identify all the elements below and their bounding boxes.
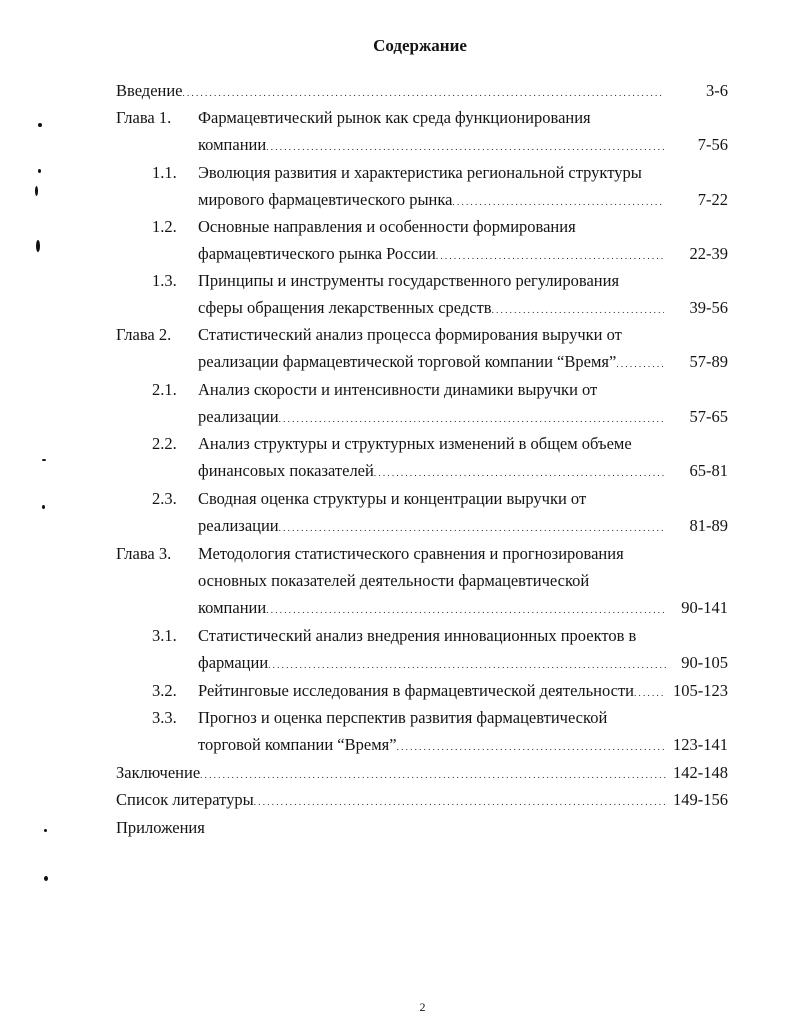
toc-entry-number: Глава 3. bbox=[116, 544, 172, 563]
toc-entry-chapter-2 bbox=[198, 350, 664, 374]
dot-leader bbox=[266, 596, 666, 622]
toc-entry-pages: 57-65 bbox=[689, 407, 728, 426]
toc-entry-number: 3.3. bbox=[152, 708, 177, 727]
toc-entry-text: Эволюция развития и характеристика региональной структуры bbox=[198, 163, 642, 182]
scan-speck bbox=[42, 459, 46, 461]
dot-leader bbox=[279, 405, 664, 431]
toc-entry-text: реализации bbox=[198, 407, 279, 426]
toc-entry-pages: 90-105 bbox=[681, 653, 728, 672]
dot-leader bbox=[634, 679, 666, 705]
toc-entry-introduction bbox=[116, 79, 664, 103]
dot-leader bbox=[200, 761, 666, 787]
toc-entry-pages: 105-123 bbox=[673, 681, 728, 700]
toc-entry-pages: 7-56 bbox=[697, 135, 728, 154]
toc-entry-section-3-2 bbox=[198, 679, 666, 703]
toc-entry-pages: 149-156 bbox=[673, 790, 728, 809]
toc-entry-chapter-1 bbox=[198, 133, 664, 157]
toc-entry-text: реализации фармацевтической торговой компании “Время” bbox=[198, 352, 617, 371]
toc-entry-number: Глава 1. bbox=[116, 108, 172, 127]
scan-speck bbox=[38, 123, 42, 127]
toc-entry-pages: 57-89 bbox=[689, 352, 728, 371]
toc-entry-conclusion bbox=[116, 761, 666, 785]
toc-entry-pages: 3-6 bbox=[706, 81, 728, 100]
toc-entry-text: сферы обращения лекарственных средств bbox=[198, 298, 492, 317]
scan-speck bbox=[42, 505, 45, 509]
toc-entry-section-3-1 bbox=[198, 651, 666, 675]
scan-speck bbox=[35, 186, 38, 196]
toc-entry-pages: 123-141 bbox=[673, 735, 728, 754]
toc-entry-number: 1.2. bbox=[152, 217, 177, 236]
toc-entry-text: основных показателей деятельности фармацевтической bbox=[198, 571, 590, 590]
document-title: Содержание bbox=[373, 36, 467, 55]
dot-leader bbox=[374, 459, 664, 485]
toc-entry-bibliography bbox=[116, 788, 666, 812]
toc-entry-text: Заключение bbox=[116, 763, 201, 782]
toc-entry-text: реализации bbox=[198, 516, 279, 535]
toc-entry-section-1-1 bbox=[198, 188, 664, 212]
toc-entry-appendices: Приложения bbox=[116, 818, 205, 837]
dot-leader bbox=[254, 788, 666, 814]
toc-entry-text: Анализ структуры и структурных изменений в общем объеме bbox=[198, 434, 632, 453]
toc-entry-pages: 65-81 bbox=[689, 461, 728, 480]
toc-entry-section-1-3 bbox=[198, 296, 664, 320]
toc-entry-text: Сводная оценка структуры и концентрации выручки от bbox=[198, 489, 587, 508]
scan-speck bbox=[36, 240, 40, 252]
toc-entry-text: компании bbox=[198, 135, 267, 154]
toc-entry-text: финансовых показателей bbox=[198, 461, 374, 480]
toc-entry-text: Введение bbox=[116, 81, 183, 100]
toc-entry-number: Глава 2. bbox=[116, 325, 172, 344]
toc-entry-section-1-2 bbox=[198, 242, 664, 266]
toc-entry-text: Методология статистического сравнения и прогнозирования bbox=[198, 544, 624, 563]
toc-entry-number: 2.2. bbox=[152, 434, 177, 453]
toc-entry-text: Статистический анализ процесса формирования выручки от bbox=[198, 325, 622, 344]
dot-leader bbox=[436, 242, 664, 268]
toc-entry-text: Статистический анализ внедрения инновационных проектов в bbox=[198, 626, 637, 645]
scan-speck bbox=[44, 876, 48, 881]
toc-entry-number: 3.2. bbox=[152, 681, 177, 700]
toc-entry-text: Список литературы bbox=[116, 790, 254, 809]
dot-leader bbox=[279, 514, 664, 540]
toc-entry-text: фармацевтического рынка России bbox=[198, 244, 436, 263]
toc-entry-pages: 39-56 bbox=[689, 298, 728, 317]
toc-entry-chapter-3 bbox=[198, 596, 666, 620]
toc-entry-pages: 90-141 bbox=[681, 598, 728, 617]
dot-leader bbox=[616, 350, 664, 376]
toc-entry-text: торговой компании “Время” bbox=[198, 735, 397, 754]
toc-entry-text: компании bbox=[198, 598, 267, 617]
toc-entry-text: фармации bbox=[198, 653, 269, 672]
toc-entry-section-2-3 bbox=[198, 514, 664, 538]
toc-entry-section-3-3 bbox=[198, 733, 666, 757]
toc-entry-section-2-2 bbox=[198, 459, 664, 483]
dot-leader bbox=[266, 133, 664, 159]
toc-entry-pages: 22-39 bbox=[689, 244, 728, 263]
toc-entry-number: 2.1. bbox=[152, 380, 177, 399]
toc-entry-number: 2.3. bbox=[152, 489, 177, 508]
toc-entry-pages: 142-148 bbox=[673, 763, 728, 782]
toc-entry-text: Анализ скорости и интенсивности динамики выручки от bbox=[198, 380, 598, 399]
toc-entry-text: мирового фармацевтического рынка bbox=[198, 190, 453, 209]
toc-entry-number: 1.3. bbox=[152, 271, 177, 290]
dot-leader bbox=[397, 733, 666, 759]
toc-entry-pages: 81-89 bbox=[689, 516, 728, 535]
scan-speck bbox=[44, 829, 47, 832]
toc-entry-text: Рейтинговые исследования в фармацевтической деятельности bbox=[198, 681, 635, 700]
toc-entry-text: Основные направления и особенности формирования bbox=[198, 217, 576, 236]
toc-entry-text: Принципы и инструменты государственного регулирования bbox=[198, 271, 620, 290]
dot-leader bbox=[492, 296, 664, 322]
page-number: 2 bbox=[419, 1000, 426, 1014]
toc-entry-text: Фармацевтический рынок как среда функционирования bbox=[198, 108, 591, 127]
scan-speck bbox=[38, 169, 41, 173]
toc-entry-number: 1.1. bbox=[152, 163, 177, 182]
toc-entry-section-2-1 bbox=[198, 405, 664, 429]
dot-leader bbox=[183, 79, 664, 105]
toc-entry-pages: 7-22 bbox=[697, 190, 728, 209]
dot-leader bbox=[452, 188, 664, 214]
toc-entry-number: 3.1. bbox=[152, 626, 177, 645]
toc-entry-text: Прогноз и оценка перспектив развития фармацевтической bbox=[198, 708, 608, 727]
dot-leader bbox=[268, 651, 666, 677]
